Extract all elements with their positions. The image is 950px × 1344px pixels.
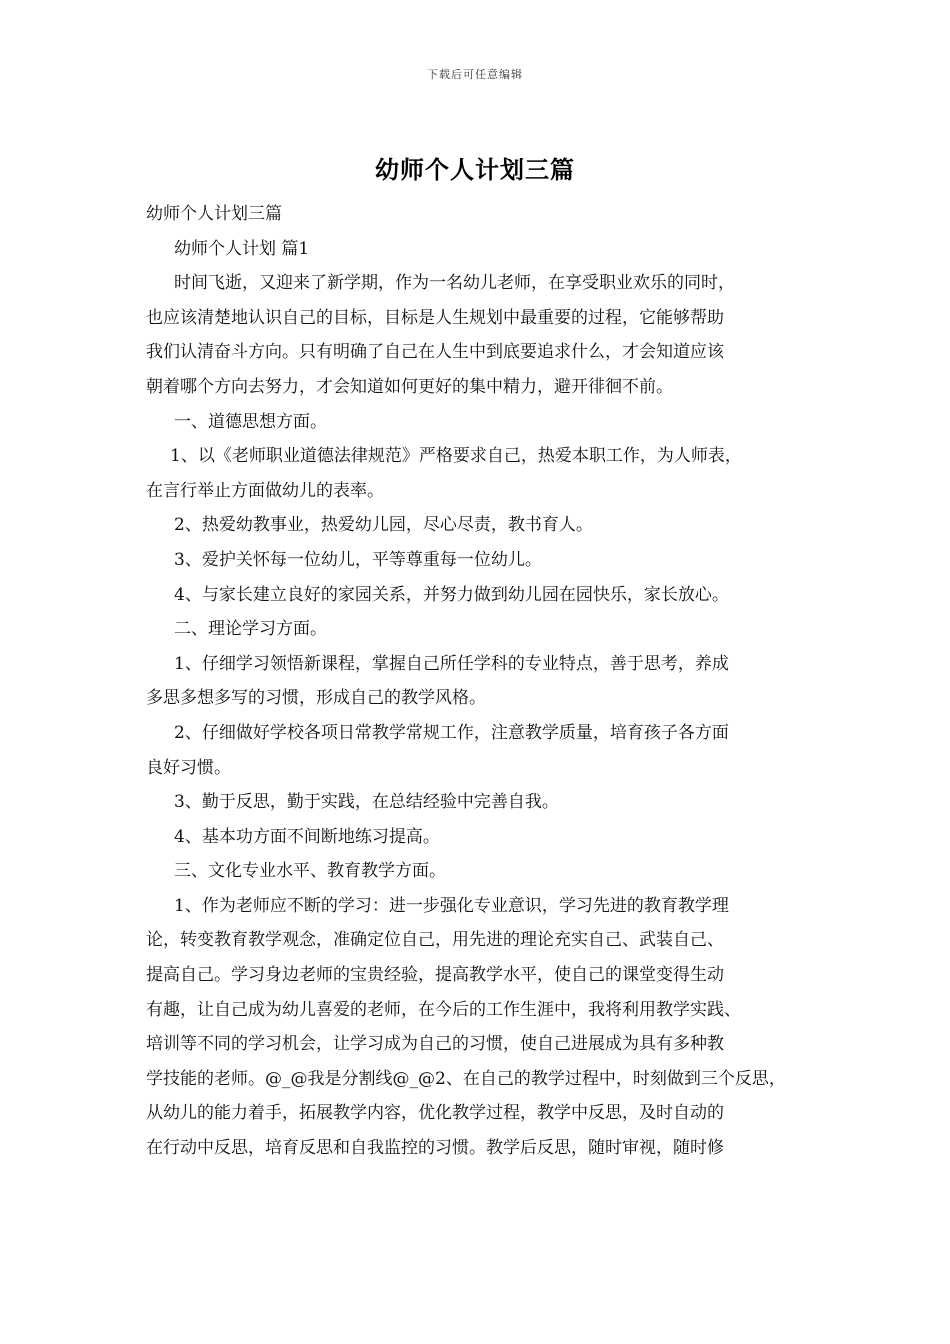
section-heading: 三、文化专业水平、教育教学方面。 xyxy=(174,861,446,882)
paragraph-line: 2、热爱幼教事业，热爱幼儿园，尽心尽责，教书育人。 xyxy=(174,515,593,536)
paragraph-line: 在行动中反思，培育反思和自我监控的习惯。教学后反思，随时审视，随时修 xyxy=(146,1138,724,1159)
paragraph-line: 论，转变教育教学观念，准确定位自己，用先进的理论充实自己、武装自己、 xyxy=(146,930,724,951)
paragraph-line: 4、基本功方面不间断地练习提高。 xyxy=(174,826,440,847)
paragraph-line: 提高自己。学习身边老师的宝贵经验，提高教学水平，使自己的课堂变得生动 xyxy=(146,965,724,986)
paragraph-line: 时间飞逝，又迎来了新学期，作为一名幼儿老师，在享受职业欢乐的同时， xyxy=(174,273,735,294)
paragraph-line: 也应该清楚地认识自己的目标，目标是人生规划中最重要的过程，它能够帮助 xyxy=(146,307,724,328)
paragraph-line: 1、仔细学习领悟新课程，掌握自己所任学科的专业特点，善于思考，养成 xyxy=(174,653,729,674)
header-note: 下载后可任意编辑 xyxy=(427,68,523,81)
paragraph-line: 在言行举止方面做幼儿的表率。 xyxy=(146,480,384,501)
paragraph-line: 1、作为老师应不断的学习：进一步强化专业意识，学习先进的教育教学理 xyxy=(174,895,729,916)
paragraph-line: 朝着哪个方向去努力，才会知道如何更好的集中精力，避开徘徊不前。 xyxy=(146,376,673,397)
paragraph-line: 培训等不同的学习机会，让学习成为自己的习惯，使自己进展成为具有多种教 xyxy=(146,1034,724,1055)
paragraph-line: 3、爱护关怀每一位幼儿，平等尊重每一位幼儿。 xyxy=(174,549,542,570)
section-heading: 二、理论学习方面。 xyxy=(174,619,327,640)
paragraph-line: 2、仔细做好学校各项日常教学常规工作，注意教学质量，培育孩子各方面 xyxy=(174,722,729,743)
paragraph-line: 我们认清奋斗方向。只有明确了自己在人生中到底要追求什么，才会知道应该 xyxy=(146,342,724,363)
section-heading: 幼师个人计划 篇1 xyxy=(174,238,310,259)
paragraph-line: 1、以《老师职业道德法律规范》严格要求自己，热爱本职工作，为人师表， xyxy=(170,446,742,467)
paragraph-line: 多思多想多写的习惯，形成自己的教学风格。 xyxy=(146,688,486,709)
paragraph-line: 良好习惯。 xyxy=(146,757,231,778)
subtitle-line: 幼师个人计划三篇 xyxy=(146,204,282,224)
paragraph-line: 有趣，让自己成为幼儿喜爱的老师，在今后的工作生涯中，我将利用教学实践、 xyxy=(146,999,741,1020)
section-heading: 一、道德思想方面。 xyxy=(174,411,327,432)
document-title: 幼师个人计划三篇 xyxy=(375,155,575,184)
document-body xyxy=(146,197,810,1166)
paragraph-line: 从幼儿的能力着手，拓展教学内容，优化教学过程，教学中反思，及时自动的 xyxy=(146,1103,724,1124)
paragraph-line: 3、勤于反思，勤于实践，在总结经验中完善自我。 xyxy=(174,792,559,813)
paragraph-line: 学技能的老师。@_@我是分割线@_@2、在自己的教学过程中，时刻做到三个反思， xyxy=(146,1068,786,1089)
paragraph-line: 4、与家长建立良好的家园关系，并努力做到幼儿园在园快乐，家长放心。 xyxy=(174,584,729,605)
